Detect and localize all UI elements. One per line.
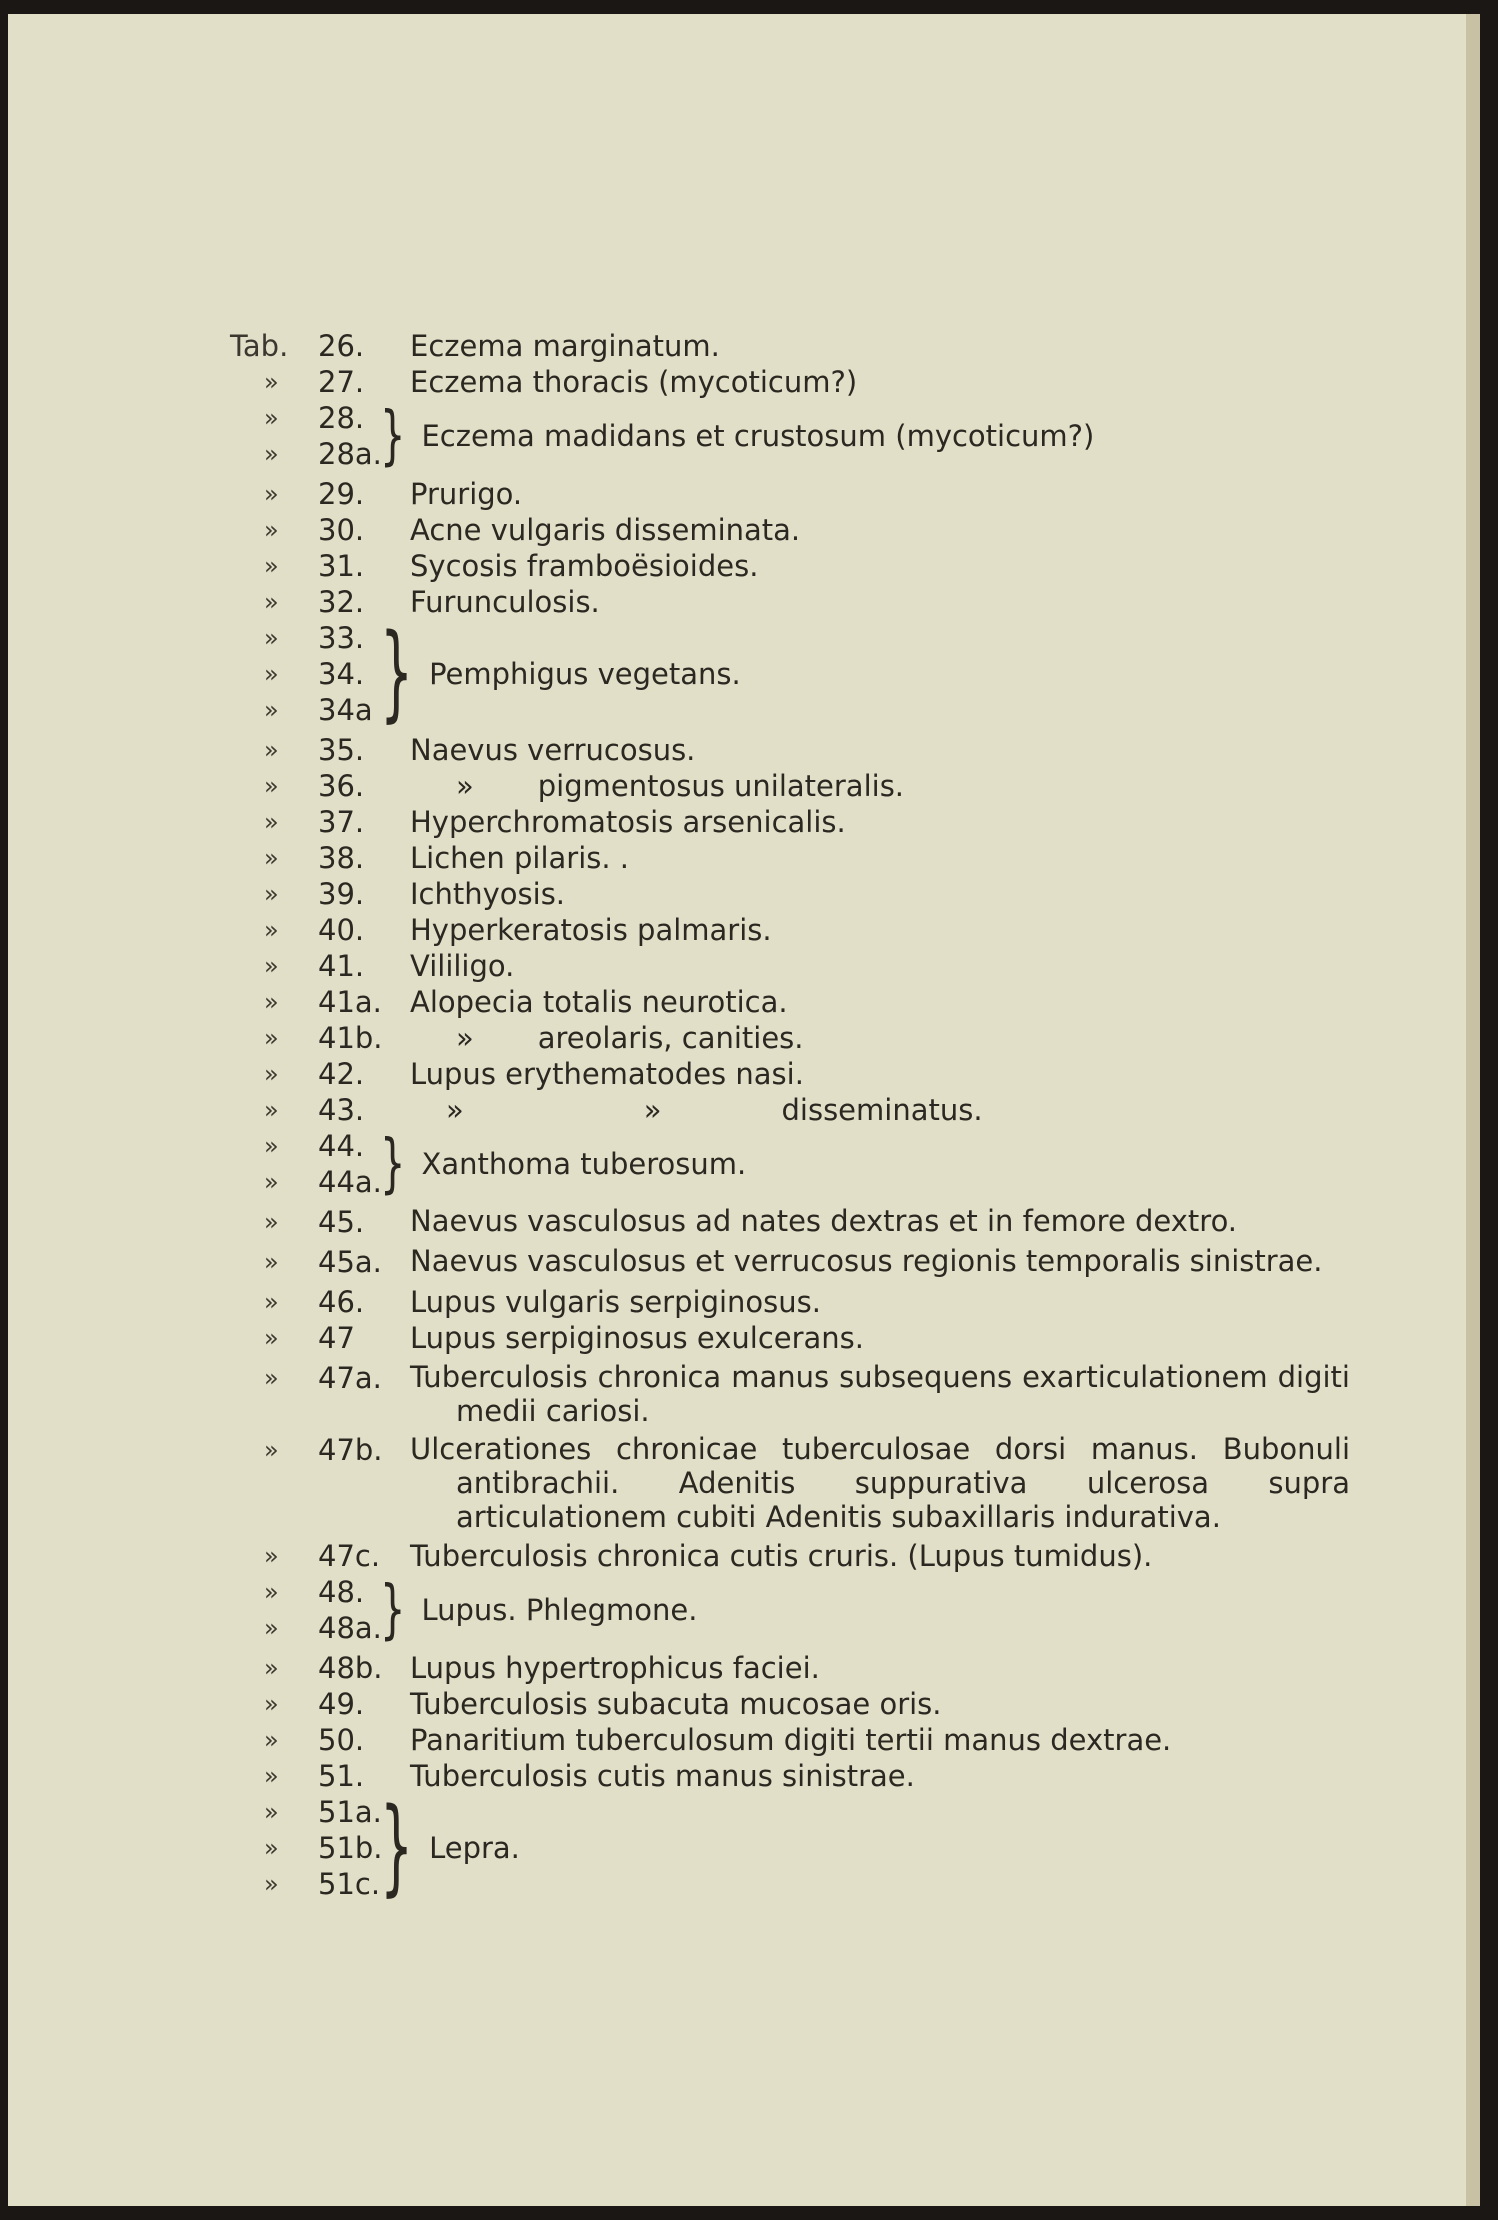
ditto-mark: » (264, 516, 279, 544)
ditto-mark: » (264, 404, 279, 432)
entry-title: Prurigo. (410, 477, 523, 511)
list-item (230, 1722, 1350, 1758)
list-item (230, 1432, 1350, 1534)
entry-title-line (410, 1360, 1350, 1428)
ditto-mark: » (264, 808, 279, 836)
entry-title: Ichthyosis. (410, 877, 566, 911)
entry-title-line (410, 804, 1350, 840)
brace-bracket: } (380, 399, 406, 473)
entry-title-line (410, 1056, 1350, 1092)
entry-title-line (410, 1722, 1350, 1758)
list-item (230, 1686, 1350, 1722)
list-item (230, 984, 1350, 1020)
entry-group (230, 1128, 1350, 1200)
ditto-mark: » (264, 1690, 279, 1718)
ditto-mark: » (264, 588, 279, 616)
entry-title-line (410, 1320, 1350, 1356)
entry-title: Lupus erythematodes nasi. (410, 1057, 804, 1091)
ditto-mark: » (264, 1578, 279, 1606)
list-item (230, 1092, 1350, 1128)
entry-title-line (410, 328, 1350, 364)
plate-number: 36. (318, 769, 365, 803)
plate-number: 42. (318, 1057, 365, 1091)
ditto-mark: » (264, 1834, 279, 1862)
ditto-mark: » (264, 1168, 279, 1196)
ditto-mark: » (264, 736, 279, 764)
ditto-mark: » (264, 880, 279, 908)
list-item (230, 328, 1350, 364)
ditto-mark: » (264, 1870, 279, 1898)
plate-number: 28a. (318, 437, 382, 471)
entry-title-line (410, 876, 1350, 912)
brace-bracket: } (380, 1127, 406, 1201)
ditto-mark: » (264, 1248, 279, 1276)
list-item (230, 840, 1350, 876)
ditto-column (230, 1794, 318, 1902)
plate-number: 41. (318, 949, 365, 983)
plate-number: 38. (318, 841, 365, 875)
entry-title: Tuberculosis cutis manus sinistrae. (410, 1759, 915, 1793)
entry-title-line (410, 584, 1350, 620)
plate-number: 31. (318, 549, 365, 583)
ditto-mark: » (264, 480, 279, 508)
entry-group (230, 1788, 1350, 1908)
entry-group (230, 400, 1350, 472)
entry-title: Naevus verrucosus. (410, 733, 696, 767)
book-page (8, 14, 1480, 2206)
entry-title-line (410, 1204, 1350, 1238)
plate-number: 51. (318, 1759, 365, 1793)
plate-number: 41a. (318, 985, 382, 1019)
list-item (230, 948, 1350, 984)
list-item (230, 1284, 1350, 1320)
ditto-mark: » (264, 1654, 279, 1682)
ditto-mark: » (264, 440, 279, 468)
entry-title: Tuberculosis chronica cutis cruris. (Lupus tumidus). (410, 1539, 1153, 1573)
plate-number: 49. (318, 1687, 365, 1721)
list-item (230, 768, 1350, 804)
ditto-mark: » (264, 1096, 279, 1124)
plate-number: 41b. (318, 1021, 383, 1055)
ditto-mark-inline: » (446, 1093, 464, 1127)
ditto-mark: » (264, 1324, 279, 1352)
list-item (230, 1320, 1350, 1356)
list-item (230, 476, 1350, 512)
entry-title-group (380, 1788, 1350, 1908)
entry-title: Pemphigus vegetans. (429, 657, 741, 691)
ditto-mark-inline: » (643, 1093, 662, 1127)
entry-title-line (410, 1650, 1350, 1686)
ditto-mark: » (264, 624, 279, 652)
entry-title-line (410, 1538, 1350, 1574)
list-item (230, 1056, 1350, 1092)
list-item (230, 1244, 1350, 1280)
ditto-mark: » (264, 1364, 279, 1392)
entry-group (230, 1574, 1350, 1646)
ditto-mark: » (264, 1288, 279, 1316)
brace-bracket: } (380, 1573, 406, 1647)
plate-number: 51b. (318, 1831, 383, 1865)
ditto-mark: » (264, 844, 279, 872)
entry-title-line (410, 1432, 1350, 1534)
entry-title-line (410, 364, 1350, 400)
entry-title: Eczema marginatum. (410, 329, 720, 363)
ditto-mark: » (264, 1726, 279, 1754)
ditto-mark: » (264, 1024, 279, 1052)
entry-title-line (410, 912, 1350, 948)
entry-title: Alopecia totalis neurotica. (410, 985, 788, 1019)
plate-number: 40. (318, 913, 365, 947)
ditto-mark-inline: » (456, 769, 474, 803)
list-item (230, 1020, 1350, 1056)
plate-number: 44a. (318, 1165, 382, 1199)
entry-title: Tuberculosis subacuta mucosae oris. (410, 1687, 942, 1721)
entry-title-line (410, 1244, 1350, 1278)
entry-title-line (410, 840, 1350, 876)
ditto-mark: » (264, 1798, 279, 1826)
entry-group (230, 614, 1350, 734)
brace-bracket: } (380, 614, 414, 734)
entry-title: Naevus vasculosus et verrucosus regionis temporalis sinistrae. (410, 1244, 1323, 1278)
ditto-mark: » (264, 368, 279, 396)
plate-number: 39. (318, 877, 365, 911)
entry-title: Eczema thoracis (mycoticum?) (410, 365, 858, 399)
entry-title-line (410, 1758, 1350, 1794)
entry-title-group (380, 1127, 1350, 1201)
plate-number: 44. (318, 1129, 365, 1163)
plate-number: 27. (318, 365, 365, 399)
entry-title: Sycosis framboësioides. (410, 549, 759, 583)
plate-number: 43. (318, 1093, 365, 1127)
plate-number: 28. (318, 401, 365, 435)
ditto-mark-inline: » (456, 1021, 474, 1055)
ditto-mark: » (264, 1542, 279, 1570)
list-item (230, 912, 1350, 948)
entry-title-line (410, 984, 1350, 1020)
entry-title-group (380, 1573, 1350, 1647)
entry-title: Acne vulgaris disseminata. (410, 513, 801, 547)
list-item (230, 364, 1350, 400)
ditto-column (230, 620, 318, 728)
entry-title-line (410, 512, 1350, 548)
tab-label: Tab. (230, 329, 289, 363)
entry-title-group (380, 614, 1350, 734)
plate-number: 47a. (318, 1361, 382, 1395)
ditto-mark: » (264, 1614, 279, 1642)
entry-title-line (410, 1020, 1350, 1056)
entry-title: Vililigo. (410, 949, 515, 983)
entry-title-line (410, 1284, 1350, 1320)
plate-number: 47 (318, 1321, 355, 1355)
entry-title-line (410, 548, 1350, 584)
list-item (230, 732, 1350, 768)
plate-number: 45a. (318, 1245, 382, 1279)
entry-title: areolaris, canities. (537, 1021, 804, 1055)
plate-number: 26. (318, 329, 365, 363)
entry-title: Naevus vasculosus ad nates dextras et in femore dextro. (410, 1204, 1238, 1238)
entry-title-line (410, 1686, 1350, 1722)
ditto-mark: » (264, 1436, 279, 1464)
entry-title: pigmentosus unilateralis. (537, 769, 905, 803)
entry-title: Furunculosis. (410, 585, 600, 619)
entry-title: Lichen pilaris. . (410, 841, 630, 875)
plate-number: 51a. (318, 1795, 382, 1829)
ditto-mark: » (264, 1208, 279, 1236)
entry-title-line (410, 732, 1350, 768)
list-item (230, 1360, 1350, 1428)
entry-title-group (380, 399, 1350, 473)
entry-title-line (410, 476, 1350, 512)
entry-title: Lepra. (429, 1831, 520, 1865)
plate-number: 32. (318, 585, 365, 619)
ditto-mark: » (264, 1060, 279, 1088)
plate-index-list (230, 328, 1350, 1906)
plate-number: 46. (318, 1285, 365, 1319)
plate-number: 35. (318, 733, 365, 767)
entry-title: Lupus hypertrophicus faciei. (410, 1651, 820, 1685)
list-item (230, 804, 1350, 840)
entry-title-line (410, 1092, 1350, 1128)
brace-bracket: } (380, 1788, 414, 1908)
entry-title-line (410, 948, 1350, 984)
plate-number: 29. (318, 477, 365, 511)
plate-number: 37. (318, 805, 365, 839)
plate-number: 48b. (318, 1651, 383, 1685)
ditto-mark: » (264, 916, 279, 944)
ditto-mark: » (264, 696, 279, 724)
ditto-mark: » (264, 552, 279, 580)
ditto-column (230, 1574, 318, 1646)
entry-title: Hyperchromatosis arsenicalis. (410, 805, 846, 839)
plate-number: 30. (318, 513, 365, 547)
plate-number: 48a. (318, 1611, 382, 1645)
plate-number: 51c. (318, 1867, 381, 1901)
entry-title: Lupus vulgaris serpiginosus. (410, 1285, 821, 1319)
ditto-mark: » (264, 1132, 279, 1160)
entry-title-line (410, 768, 1350, 804)
list-item (230, 548, 1350, 584)
plate-number: 50. (318, 1723, 365, 1757)
plate-number: 47c. (318, 1539, 381, 1573)
list-item (230, 512, 1350, 548)
list-item (230, 1650, 1350, 1686)
entry-title: Ulcerationes chronicae tuberculosae dorsi manus. Bubonuli antibrachii. Adenitis suppurativa ulcerosa supra articulationem cubiti Adenitis subaxillaris indurativa. (410, 1432, 1350, 1534)
entry-title: Tuberculosis chronica manus subsequens exarticulationem digiti medii cariosi. (410, 1360, 1350, 1428)
entry-title: Lupus. Phlegmone. (421, 1593, 698, 1627)
entry-title: disseminatus. (781, 1093, 983, 1127)
ditto-mark: » (264, 772, 279, 800)
entry-title: Eczema madidans et crustosum (mycoticum?) (421, 419, 1095, 453)
entry-title: Lupus serpiginosus exulcerans. (410, 1321, 865, 1355)
plate-number: 48. (318, 1575, 365, 1609)
ditto-mark: » (264, 660, 279, 688)
plate-number: 33. (318, 621, 365, 655)
ditto-column (230, 400, 318, 472)
plate-number: 34. (318, 657, 365, 691)
entry-title: Hyperkeratosis palmaris. (410, 913, 772, 947)
entry-title: Xanthoma tuberosum. (421, 1147, 747, 1181)
ditto-column (230, 1128, 318, 1200)
plate-number: 45. (318, 1205, 365, 1239)
plate-number: 34a (318, 693, 373, 727)
ditto-mark: » (264, 952, 279, 980)
ditto-mark: » (264, 1762, 279, 1790)
list-item (230, 1204, 1350, 1240)
ditto-mark: » (264, 988, 279, 1016)
entry-title: Panaritium tuberculosum digiti tertii manus dextrae. (410, 1723, 1172, 1757)
list-item (230, 1538, 1350, 1574)
plate-number: 47b. (318, 1433, 383, 1467)
list-item (230, 876, 1350, 912)
